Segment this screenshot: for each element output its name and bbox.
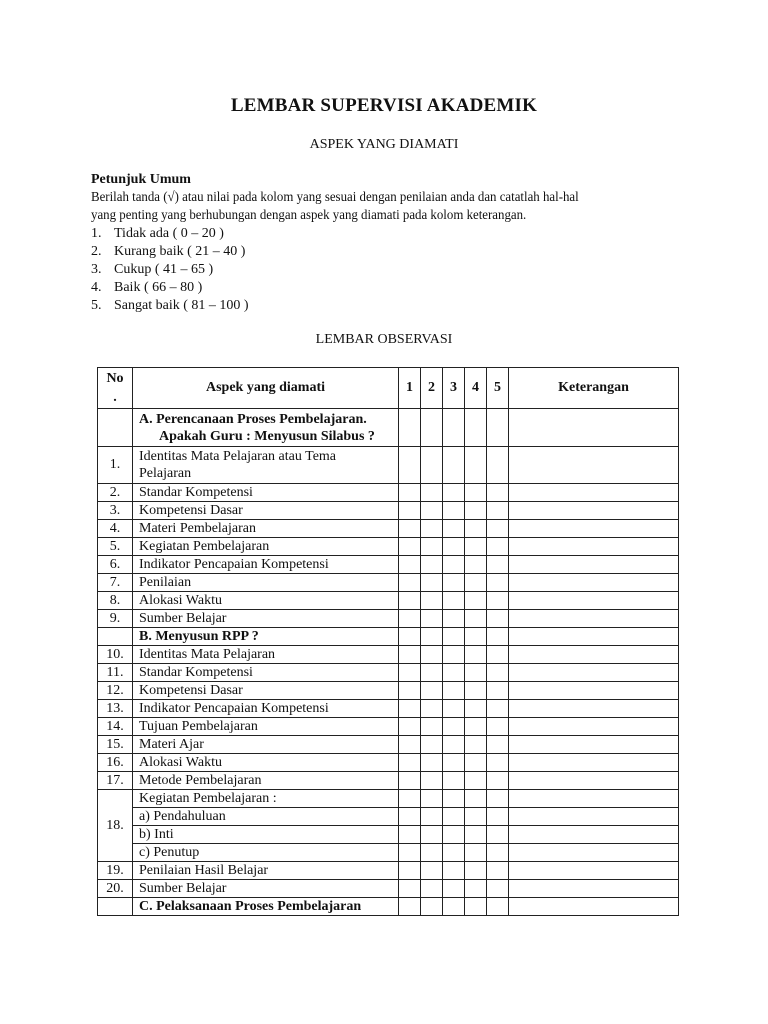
score-cell[interactable] (487, 718, 509, 736)
table-row (98, 664, 679, 682)
score-cell[interactable] (443, 538, 465, 556)
score-cell[interactable] (421, 556, 443, 574)
notes-cell[interactable] (509, 880, 679, 898)
score-cell[interactable] (399, 754, 421, 772)
score-cell[interactable] (421, 646, 443, 664)
score-cell[interactable] (443, 808, 465, 826)
row-aspect: Materi Pembelajaran (133, 520, 399, 538)
score-cell[interactable] (443, 772, 465, 790)
scale-label: Kurang baik ( 21 – 40 ) (114, 244, 246, 259)
score-cell[interactable] (443, 754, 465, 772)
score-cell[interactable] (399, 538, 421, 556)
notes-cell[interactable] (509, 556, 679, 574)
score-cell[interactable] (465, 844, 487, 862)
score-cell[interactable] (487, 502, 509, 520)
row-aspect: Indikator Pencapaian Kompetensi (133, 700, 399, 718)
row-aspect: Alokasi Waktu (133, 592, 399, 610)
score-cell[interactable] (487, 790, 509, 808)
score-cell[interactable] (421, 538, 443, 556)
score-cell[interactable] (399, 718, 421, 736)
row-aspect: Penilaian (133, 574, 399, 592)
section-c-heading: C. Pelaksanaan Proses Pembelajaran (133, 898, 399, 916)
table-row (98, 592, 679, 610)
score-cell[interactable] (421, 574, 443, 592)
notes-cell[interactable] (509, 592, 679, 610)
row-aspect: Kompetensi Dasar (133, 502, 399, 520)
general-instructions (91, 171, 691, 315)
row-number: 3. (98, 502, 133, 520)
header-score-1: 1 (399, 368, 421, 409)
score-cell[interactable] (443, 574, 465, 592)
score-cell[interactable] (465, 880, 487, 898)
row-aspect: Kompetensi Dasar (133, 682, 399, 700)
score-cell[interactable] (421, 826, 443, 844)
score-cell[interactable] (443, 664, 465, 682)
scale-label: Sangat baik ( 81 – 100 ) (114, 298, 249, 313)
score-cell[interactable] (399, 862, 421, 880)
score-cell[interactable] (465, 556, 487, 574)
notes-cell[interactable] (509, 736, 679, 754)
table-row (98, 574, 679, 592)
score-cell[interactable] (487, 574, 509, 592)
notes-cell[interactable] (509, 664, 679, 682)
score-cell[interactable] (399, 556, 421, 574)
score-cell[interactable] (421, 484, 443, 502)
score-cell[interactable] (487, 754, 509, 772)
score-cell[interactable] (465, 700, 487, 718)
score-cell[interactable] (443, 592, 465, 610)
score-cell[interactable] (399, 592, 421, 610)
observation-title: LEMBAR OBSERVASI (315, 332, 453, 347)
score-cell[interactable] (399, 610, 421, 628)
rating-scale-item (91, 243, 691, 261)
row-number: 16. (98, 754, 133, 772)
score-cell[interactable] (487, 610, 509, 628)
score-cell[interactable] (465, 447, 487, 484)
score-cell[interactable] (465, 826, 487, 844)
score-cell[interactable] (487, 844, 509, 862)
score-cell[interactable] (443, 447, 465, 484)
sub-item-a: a) Pendahuluan (133, 808, 399, 826)
row-number: 17. (98, 772, 133, 790)
score-cell[interactable] (465, 790, 487, 808)
score-cell[interactable] (399, 844, 421, 862)
row-aspect: Standar Kompetensi (133, 484, 399, 502)
score-cell[interactable] (465, 682, 487, 700)
notes-cell[interactable] (509, 447, 679, 484)
table-row (98, 700, 679, 718)
score-cell[interactable] (465, 646, 487, 664)
row-aspect: Metode Pembelajaran (133, 772, 399, 790)
score-cell[interactable] (487, 862, 509, 880)
score-cell[interactable] (465, 736, 487, 754)
score-cell[interactable] (399, 736, 421, 754)
document-subtitle: ASPEK YANG DIAMATI (309, 137, 459, 152)
row-aspect: Indikator Pencapaian Kompetensi (133, 556, 399, 574)
score-cell[interactable] (421, 880, 443, 898)
row-aspect: Materi Ajar (133, 736, 399, 754)
notes-cell[interactable] (509, 844, 679, 862)
row-aspect: Alokasi Waktu (133, 754, 399, 772)
score-cell[interactable] (487, 772, 509, 790)
score-cell[interactable] (399, 520, 421, 538)
row-aspect: Sumber Belajar (133, 610, 399, 628)
table-row (98, 502, 679, 520)
row-number: 2. (98, 484, 133, 502)
notes-cell[interactable] (509, 862, 679, 880)
score-cell[interactable] (421, 610, 443, 628)
row-number: 14. (98, 718, 133, 736)
score-cell[interactable] (399, 700, 421, 718)
score-cell[interactable] (399, 772, 421, 790)
score-cell[interactable] (421, 682, 443, 700)
score-cell[interactable] (421, 664, 443, 682)
section-b-row (98, 628, 679, 646)
score-cell[interactable] (443, 502, 465, 520)
score-cell[interactable] (487, 520, 509, 538)
row-number: 8. (98, 592, 133, 610)
score-cell[interactable] (399, 790, 421, 808)
score-cell[interactable] (399, 826, 421, 844)
score-cell[interactable] (487, 538, 509, 556)
score-cell[interactable] (421, 502, 443, 520)
rating-scale-item (91, 279, 691, 297)
score-cell[interactable] (487, 646, 509, 664)
section-a-heading: A. Perencanaan Proses Pembelajaran. Apakah Guru : Menyusun Silabus ? (133, 409, 399, 447)
score-cell[interactable] (443, 718, 465, 736)
table-row (98, 826, 679, 844)
score-cell[interactable] (399, 664, 421, 682)
header-score-2: 2 (421, 368, 443, 409)
notes-cell[interactable] (509, 682, 679, 700)
table-row (98, 754, 679, 772)
row-aspect: Identitas Mata Pelajaran atau Tema Pelajaran (133, 447, 399, 484)
table-row (98, 718, 679, 736)
row-number: 4. (98, 520, 133, 538)
sub-item-b: b) Inti (133, 826, 399, 844)
score-cell[interactable] (443, 790, 465, 808)
observation-table (97, 367, 679, 916)
score-cell[interactable] (487, 826, 509, 844)
score-cell[interactable] (487, 556, 509, 574)
score-cell[interactable] (465, 754, 487, 772)
score-cell[interactable] (399, 447, 421, 484)
rating-scale-list (91, 225, 691, 315)
score-cell[interactable] (465, 574, 487, 592)
score-cell[interactable] (465, 862, 487, 880)
score-cell[interactable] (443, 880, 465, 898)
scale-label: Cukup ( 41 – 65 ) (114, 262, 214, 277)
table-row (98, 736, 679, 754)
score-cell[interactable] (399, 574, 421, 592)
score-cell[interactable] (487, 447, 509, 484)
row-aspect: Tujuan Pembelajaran (133, 718, 399, 736)
row-number: 13. (98, 700, 133, 718)
score-cell[interactable] (487, 484, 509, 502)
row-number: 15. (98, 736, 133, 754)
score-cell[interactable] (421, 790, 443, 808)
rating-scale-item (91, 297, 691, 315)
row-number: 1. (98, 447, 133, 484)
section-c-row (98, 898, 679, 916)
score-cell[interactable] (421, 718, 443, 736)
row-number: 7. (98, 574, 133, 592)
scale-number: 2. (91, 244, 102, 259)
header-score-5: 5 (487, 368, 509, 409)
score-cell[interactable] (443, 862, 465, 880)
scale-number: 4. (91, 280, 102, 295)
table-header-row (98, 368, 679, 409)
score-cell[interactable] (399, 484, 421, 502)
header-score-4: 4 (465, 368, 487, 409)
notes-cell[interactable] (509, 772, 679, 790)
score-cell[interactable] (465, 502, 487, 520)
score-cell[interactable] (443, 520, 465, 538)
notes-cell[interactable] (509, 646, 679, 664)
notes-cell[interactable] (509, 754, 679, 772)
row-number: 12. (98, 682, 133, 700)
table-row (98, 772, 679, 790)
score-cell[interactable] (421, 736, 443, 754)
header-score-3: 3 (443, 368, 465, 409)
notes-cell[interactable] (509, 610, 679, 628)
score-cell[interactable] (465, 484, 487, 502)
score-cell[interactable] (465, 808, 487, 826)
table-row (98, 862, 679, 880)
notes-cell[interactable] (509, 502, 679, 520)
score-cell[interactable] (465, 592, 487, 610)
table-row (98, 682, 679, 700)
row-number: 11. (98, 664, 133, 682)
row-number: 9. (98, 610, 133, 628)
notes-cell[interactable] (509, 808, 679, 826)
score-cell[interactable] (465, 520, 487, 538)
table-row (98, 646, 679, 664)
score-cell[interactable] (465, 538, 487, 556)
score-cell[interactable] (465, 772, 487, 790)
row-number: 19. (98, 862, 133, 880)
score-cell[interactable] (399, 682, 421, 700)
table-row (98, 538, 679, 556)
row-aspect: Kegiatan Pembelajaran (133, 538, 399, 556)
score-cell[interactable] (443, 484, 465, 502)
sub-item-c: c) Penutup (133, 844, 399, 862)
row-aspect: Identitas Mata Pelajaran (133, 646, 399, 664)
row-aspect: Kegiatan Pembelajaran : (133, 790, 399, 808)
score-cell[interactable] (399, 646, 421, 664)
score-cell[interactable] (443, 844, 465, 862)
rating-scale-item (91, 225, 691, 243)
header-no: No . (98, 368, 133, 409)
row-number: 6. (98, 556, 133, 574)
score-cell[interactable] (465, 610, 487, 628)
table-row (98, 844, 679, 862)
score-cell[interactable] (487, 880, 509, 898)
section-b-heading: B. Menyusun RPP ? (133, 628, 399, 646)
score-cell[interactable] (399, 880, 421, 898)
score-cell[interactable] (443, 610, 465, 628)
score-cell[interactable] (487, 736, 509, 754)
score-cell[interactable] (421, 808, 443, 826)
score-cell[interactable] (421, 447, 443, 484)
score-cell[interactable] (421, 772, 443, 790)
row-aspect: Sumber Belajar (133, 880, 399, 898)
instructions-line-1: Berilah tanda (√) atau nilai pada kolom yang sesuai dengan penilaian anda dan catatlah hal-hal (91, 190, 579, 205)
rating-scale-item (91, 261, 691, 279)
score-cell[interactable] (443, 682, 465, 700)
scale-label: Baik ( 66 – 80 ) (114, 280, 203, 295)
row-number: 10. (98, 646, 133, 664)
table-row (98, 808, 679, 826)
scale-label: Tidak ada ( 0 – 20 ) (114, 226, 224, 241)
header-notes: Keterangan (509, 368, 679, 409)
score-cell[interactable] (421, 700, 443, 718)
row-aspect: Penilaian Hasil Belajar (133, 862, 399, 880)
section-a-row (98, 409, 679, 447)
instructions-heading: Petunjuk Umum (91, 172, 191, 187)
notes-cell[interactable] (509, 826, 679, 844)
score-cell[interactable] (443, 826, 465, 844)
score-cell[interactable] (421, 862, 443, 880)
score-cell[interactable] (399, 808, 421, 826)
score-cell[interactable] (421, 844, 443, 862)
score-cell[interactable] (487, 682, 509, 700)
table-row (98, 447, 679, 484)
table-row (98, 556, 679, 574)
score-cell[interactable] (443, 556, 465, 574)
score-cell[interactable] (421, 754, 443, 772)
scale-number: 5. (91, 298, 102, 313)
score-cell[interactable] (465, 664, 487, 682)
header-aspect: Aspek yang diamati (133, 368, 399, 409)
notes-cell[interactable] (509, 718, 679, 736)
scale-number: 1. (91, 226, 102, 241)
table-row (98, 790, 679, 808)
row-aspect: Standar Kompetensi (133, 664, 399, 682)
row-number: 20. (98, 880, 133, 898)
notes-cell[interactable] (509, 574, 679, 592)
row-number: 18. (98, 790, 133, 862)
scale-number: 3. (91, 262, 102, 277)
table-row (98, 880, 679, 898)
score-cell[interactable] (487, 700, 509, 718)
score-cell[interactable] (443, 700, 465, 718)
score-cell[interactable] (443, 646, 465, 664)
table-row (98, 484, 679, 502)
notes-cell[interactable] (509, 520, 679, 538)
score-cell[interactable] (465, 718, 487, 736)
notes-cell[interactable] (509, 790, 679, 808)
score-cell[interactable] (487, 664, 509, 682)
score-cell[interactable] (399, 502, 421, 520)
score-cell[interactable] (421, 592, 443, 610)
row-number: 5. (98, 538, 133, 556)
document-title: LEMBAR SUPERVISI AKADEMIK (230, 95, 538, 116)
score-cell[interactable] (421, 520, 443, 538)
notes-cell[interactable] (509, 484, 679, 502)
table-row (98, 610, 679, 628)
table-row (98, 520, 679, 538)
notes-cell[interactable] (509, 538, 679, 556)
notes-cell[interactable] (509, 700, 679, 718)
score-cell[interactable] (443, 736, 465, 754)
score-cell[interactable] (487, 592, 509, 610)
score-cell[interactable] (487, 808, 509, 826)
instructions-line-2: yang penting yang berhubungan dengan aspek yang diamati pada kolom keterangan. (91, 208, 527, 223)
